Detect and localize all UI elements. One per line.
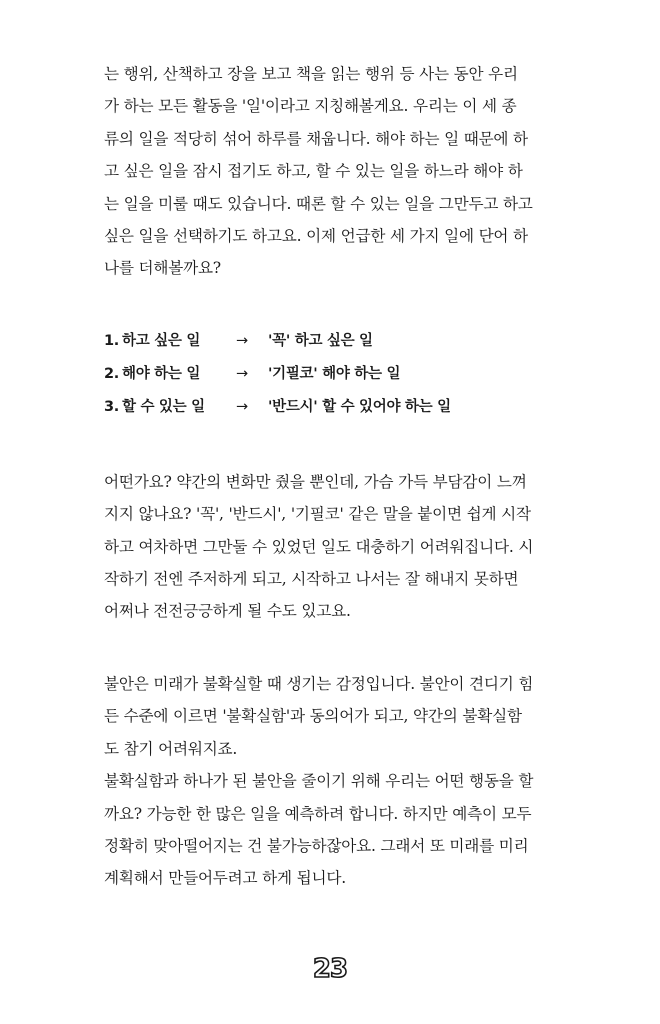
- paragraph-2: [104, 466, 560, 628]
- text-line: 든 수준에 이르면 '불확실함'과 동의어가 되고, 약간의 불확실함: [104, 707, 522, 726]
- text-line: 지지 않나요? '꼭', '반드시', '기필코' 같은 말을 붙이면 쉽게 시작: [104, 505, 531, 524]
- text-line: 하고 여차하면 그만둘 수 있었던 일도 대충하기 어려워집니다. 시: [104, 537, 534, 556]
- text-line: 어떤가요? 약간의 변화만 줬을 뿐인데, 가슴 가득 부담감이 느껴: [104, 472, 527, 491]
- text-line: 까요? 가능한 한 많은 일을 예측하려 합니다. 하지만 예측이 모두: [104, 804, 532, 823]
- text-line: 정확히 맞아떨어지는 건 불가능하잖아요. 그래서 또 미래를 미리: [104, 836, 529, 855]
- list-item: [104, 391, 560, 424]
- text-line: 는 일을 미룰 때도 있습니다. 때론 할 수 있는 일을 그만두고 하고: [104, 194, 533, 213]
- arrow-right-icon: →: [236, 398, 248, 415]
- list-item: [104, 325, 560, 358]
- list-original: 할 수 있는 일: [122, 398, 205, 415]
- spacer: [104, 285, 560, 325]
- list-transformed: '반드시' 할 수 있어야 하는 일: [268, 398, 451, 415]
- text-line: 계획해서 만들어두려고 하게 됩니다.: [104, 869, 346, 888]
- list-transformed: '꼭' 하고 싶은 일: [268, 332, 373, 349]
- arrow-right-icon: →: [236, 365, 248, 382]
- spacer: [104, 424, 560, 466]
- spacer: [104, 628, 560, 668]
- list-item: [104, 358, 560, 391]
- list-number: 3.: [104, 398, 119, 415]
- work-type-list: [104, 325, 560, 424]
- text-line: 나를 더해볼까요?: [104, 259, 221, 278]
- text-line: 도 참기 어려워지죠.: [104, 739, 238, 758]
- list-number: 1.: [104, 332, 119, 349]
- arrow-right-icon: →: [236, 332, 248, 349]
- text-line: 가 하는 모든 활동을 '일'이라고 지칭해볼게요. 우리는 이 세 종: [104, 97, 517, 116]
- paragraph-3: [104, 668, 560, 895]
- list-original: 해야 하는 일: [122, 365, 201, 382]
- text-line: 어쩌나 전전긍긍하게 될 수도 있고요.: [104, 602, 351, 621]
- paragraph-1: [104, 58, 560, 285]
- list-original: 하고 싶은 일: [122, 332, 201, 349]
- text-line: 는 행위, 산책하고 장을 보고 책을 읽는 행위 등 사는 동안 우리: [104, 65, 518, 83]
- text-line: 작하기 전엔 주저하게 되고, 시작하고 나서는 잘 해내지 못하면: [104, 570, 519, 589]
- text-line: 싶은 일을 선택하기도 하고요. 이제 언급한 세 가지 일에 단어 하: [104, 227, 528, 246]
- page-content: [104, 58, 560, 895]
- text-line: 류의 일을 적당히 섞어 하루를 채웁니다. 해야 하는 일 때문에 하: [104, 129, 528, 148]
- text-line: 고 싶은 일을 잠시 접기도 하고, 할 수 있는 일을 하느라 해야 하: [104, 162, 523, 181]
- text-line: 불안은 미래가 불확실할 때 생기는 감정입니다. 불안이 견디기 힘: [104, 674, 534, 693]
- page-number: 23: [312, 954, 348, 984]
- list-transformed: '기필코' 해야 하는 일: [268, 365, 401, 382]
- list-number: 2.: [104, 365, 119, 382]
- text-line: 불확실함과 하나가 된 불안을 줄이기 위해 우리는 어떤 행동을 할: [104, 772, 534, 791]
